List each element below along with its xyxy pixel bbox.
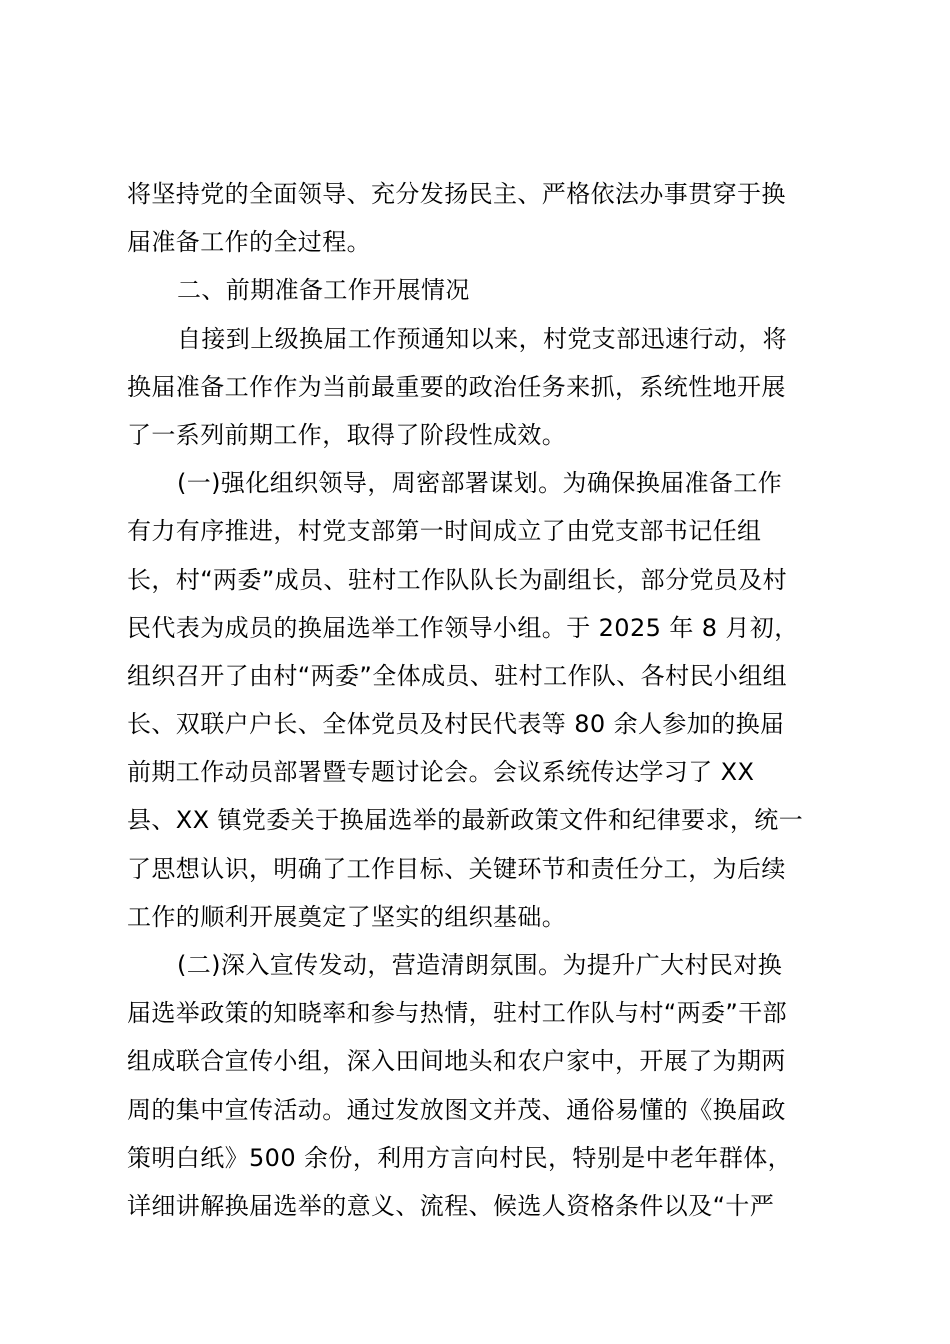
text-line: 前期工作动员部署暨专题讨论会。会议系统传达学习了 XX bbox=[127, 758, 755, 787]
text-line: 自接到上级换届工作预通知以来，村党支部迅速行动，将 bbox=[177, 324, 787, 353]
text-line: 了思想认识，明确了工作目标、关键环节和责任分工，为后续 bbox=[127, 854, 786, 883]
text-line: 工作的顺利开展奠定了坚实的组织基础。 bbox=[127, 902, 567, 931]
text-line: 长，村“两委”成员、驻村工作队队长为副组长，部分党员及村 bbox=[127, 565, 788, 594]
text-line: 届准备工作的全过程。 bbox=[127, 228, 371, 257]
text-line: 策明白纸》500 余份，利用方言向村民，特别是中老年群体， bbox=[127, 1143, 793, 1172]
text-line: 有力有序推进，村党支部第一时间成立了由党支部书记任组 bbox=[127, 517, 762, 546]
text-line: 详细讲解换届选举的意义、流程、候选人资格条件以及“十严 bbox=[127, 1191, 775, 1220]
text-line: 换届准备工作作为当前最重要的政治任务来抓，系统性地开展 bbox=[127, 372, 786, 401]
text-line: 周的集中宣传活动。通过发放图文并茂、通俗易懂的《换届政 bbox=[127, 1095, 786, 1124]
text-line: 长、双联户户长、全体党员及村民代表等 80 余人参加的换届 bbox=[127, 710, 785, 739]
text-line: (一)强化组织领导，周密部署谋划。为确保换届准备工作 bbox=[177, 469, 783, 498]
text-line: 组成联合宣传小组，深入田间地头和农户家中，开展了为期两 bbox=[127, 1047, 786, 1076]
text-line: 二、前期准备工作开展情况 bbox=[177, 276, 470, 305]
document-body bbox=[127, 170, 827, 1230]
text-line: (二)深入宣传发动，营造清朗氛围。为提升广大村民对换 bbox=[177, 951, 783, 979]
text-line: 届选举政策的知晓率和参与热情，驻村工作队与村“两委”干部 bbox=[127, 999, 788, 1028]
text-line: 民代表为成员的换届选举工作领导小组。于 2025 年 8 月初， bbox=[127, 613, 799, 642]
text-line: 县、XX 镇党委关于换届选举的最新政策文件和纪律要求，统一 bbox=[127, 806, 804, 835]
text-line: 将坚持党的全面领导、充分发扬民主、严格依法办事贯穿于换 bbox=[127, 180, 786, 208]
text-line: 组织召开了由村“两委”全体成员、驻村工作队、各村民小组组 bbox=[127, 661, 788, 690]
text-line: 了一系列前期工作，取得了阶段性成效。 bbox=[127, 420, 567, 449]
